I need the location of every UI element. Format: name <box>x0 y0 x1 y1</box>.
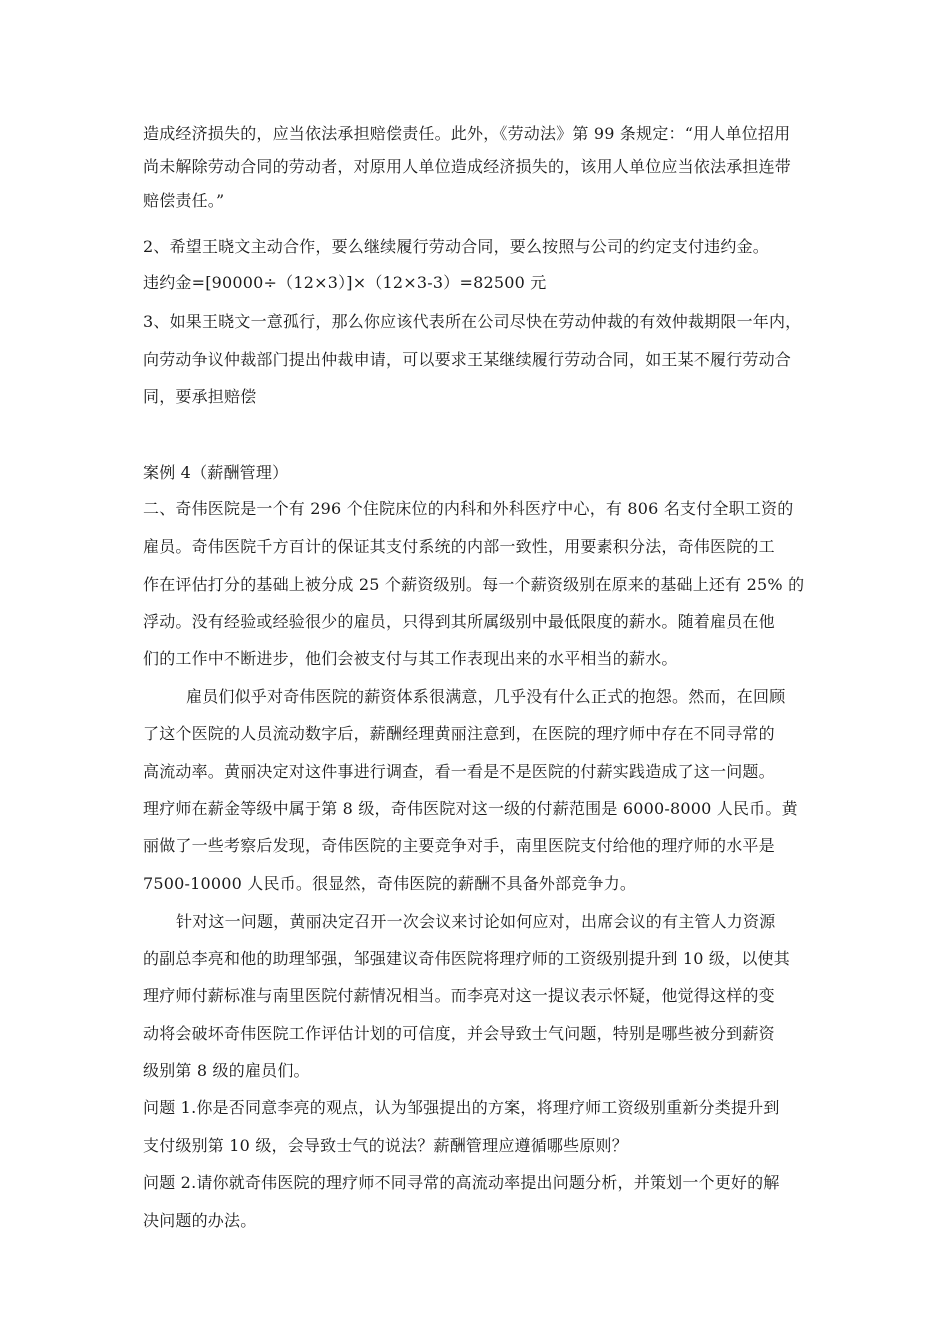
section-heading: 案例 4（薪酬管理） <box>143 463 289 482</box>
text-line: 浮动。没有经验或经验很少的雇员，只得到其所属级别中最低限度的薪水。随着雇员在他 <box>143 612 775 631</box>
text-line: 赔偿责任。” <box>143 191 225 210</box>
text-line: 级别第 8 级的雇员们。 <box>143 1061 310 1080</box>
text-line: 二、奇伟医院是一个有 296 个住院床位的内科和外科医疗中心，有 806 名支付全职工资的 <box>143 499 794 518</box>
question-1-line: 支付级别第 10 级，会导致士气的说法？薪酬管理应遵循哪些原则？ <box>143 1136 628 1155</box>
text-line: 的副总李亮和他的助理邹强，邹强建议奇伟医院将理疗师的工资级别提升到 10 级，以使其 <box>143 949 790 968</box>
text-line: 向劳动争议仲裁部门提出仲裁申请，可以要求王某继续履行劳动合同，如王某不履行劳动合 <box>143 350 792 369</box>
text-line: 尚未解除劳动合同的劳动者，对原用人单位造成经济损失的，该用人单位应当依法承担连带 <box>143 157 792 176</box>
text-line: 针对这一问题，黄丽决定召开一次会议来讨论如何应对，出席会议的有主管人力资源 <box>176 912 776 931</box>
text-line: 3、如果王晓文一意孤行，那么你应该代表所在公司尽快在劳动仲裁的有效仲裁期限一年内， <box>143 312 802 331</box>
text-line: 雇员们似乎对奇伟医院的薪资体系很满意，几乎没有什么正式的抱怨。然而，在回顾 <box>186 687 786 706</box>
text-line: 7500-10000 人民币。很显然，奇伟医院的薪酬不具备外部竞争力。 <box>143 874 637 893</box>
formula-line: 违约金=[90000÷（12×3）]×（12×3-3）=82500 元 <box>143 273 547 292</box>
text-line: 2、希望王晓文主动合作，要么继续履行劳动合同，要么按照与公司的约定支付违约金。 <box>143 237 769 256</box>
question-2-line: 决问题的办法。 <box>143 1211 257 1230</box>
question-2-line: 问题 2.请你就奇伟医院的理疗师不同寻常的高流动率提出问题分析，并策划一个更好的解 <box>143 1173 780 1192</box>
question-1-line: 问题 1.你是否同意李亮的观点，认为邹强提出的方案，将理疗师工资级别重新分类提升到 <box>143 1098 780 1117</box>
text-line: 们的工作中不断进步，他们会被支付与其工作表现出来的水平相当的薪水。 <box>143 649 678 668</box>
text-line: 丽做了一些考察后发现，奇伟医院的主要竞争对手，南里医院支付给他的理疗师的水平是 <box>143 836 775 855</box>
text-line: 动将会破坏奇伟医院工作评估计划的可信度，并会导致士气问题，特别是哪些被分到薪资 <box>143 1024 775 1043</box>
text-line: 理疗师在薪金等级中属于第 8 级，奇伟医院对这一级的付薪范围是 6000-8000 人民币。黄 <box>143 799 798 818</box>
text-line: 同，要承担赔偿 <box>143 387 257 406</box>
text-line: 雇员。奇伟医院千方百计的保证其支付系统的内部一致性，用要素积分法，奇伟医院的工 <box>143 537 775 556</box>
text-line: 造成经济损失的，应当依法承担赔偿责任。此外，《劳动法》第 99 条规定：“用人单位招用 <box>143 124 791 143</box>
text-line: 理疗师付薪标准与南里医院付薪情况相当。而李亮对这一提议表示怀疑，他觉得这样的变 <box>143 986 775 1005</box>
text-line: 高流动率。黄丽决定对这件事进行调查，看一看是不是医院的付薪实践造成了这一问题。 <box>143 762 775 781</box>
text-line: 作在评估打分的基础上被分成 25 个薪资级别。每一个薪资级别在原来的基础上还有 25% 的 <box>143 575 805 594</box>
text-line: 了这个医院的人员流动数字后，薪酬经理黄丽注意到，在医院的理疗师中存在不同寻常的 <box>143 724 775 743</box>
